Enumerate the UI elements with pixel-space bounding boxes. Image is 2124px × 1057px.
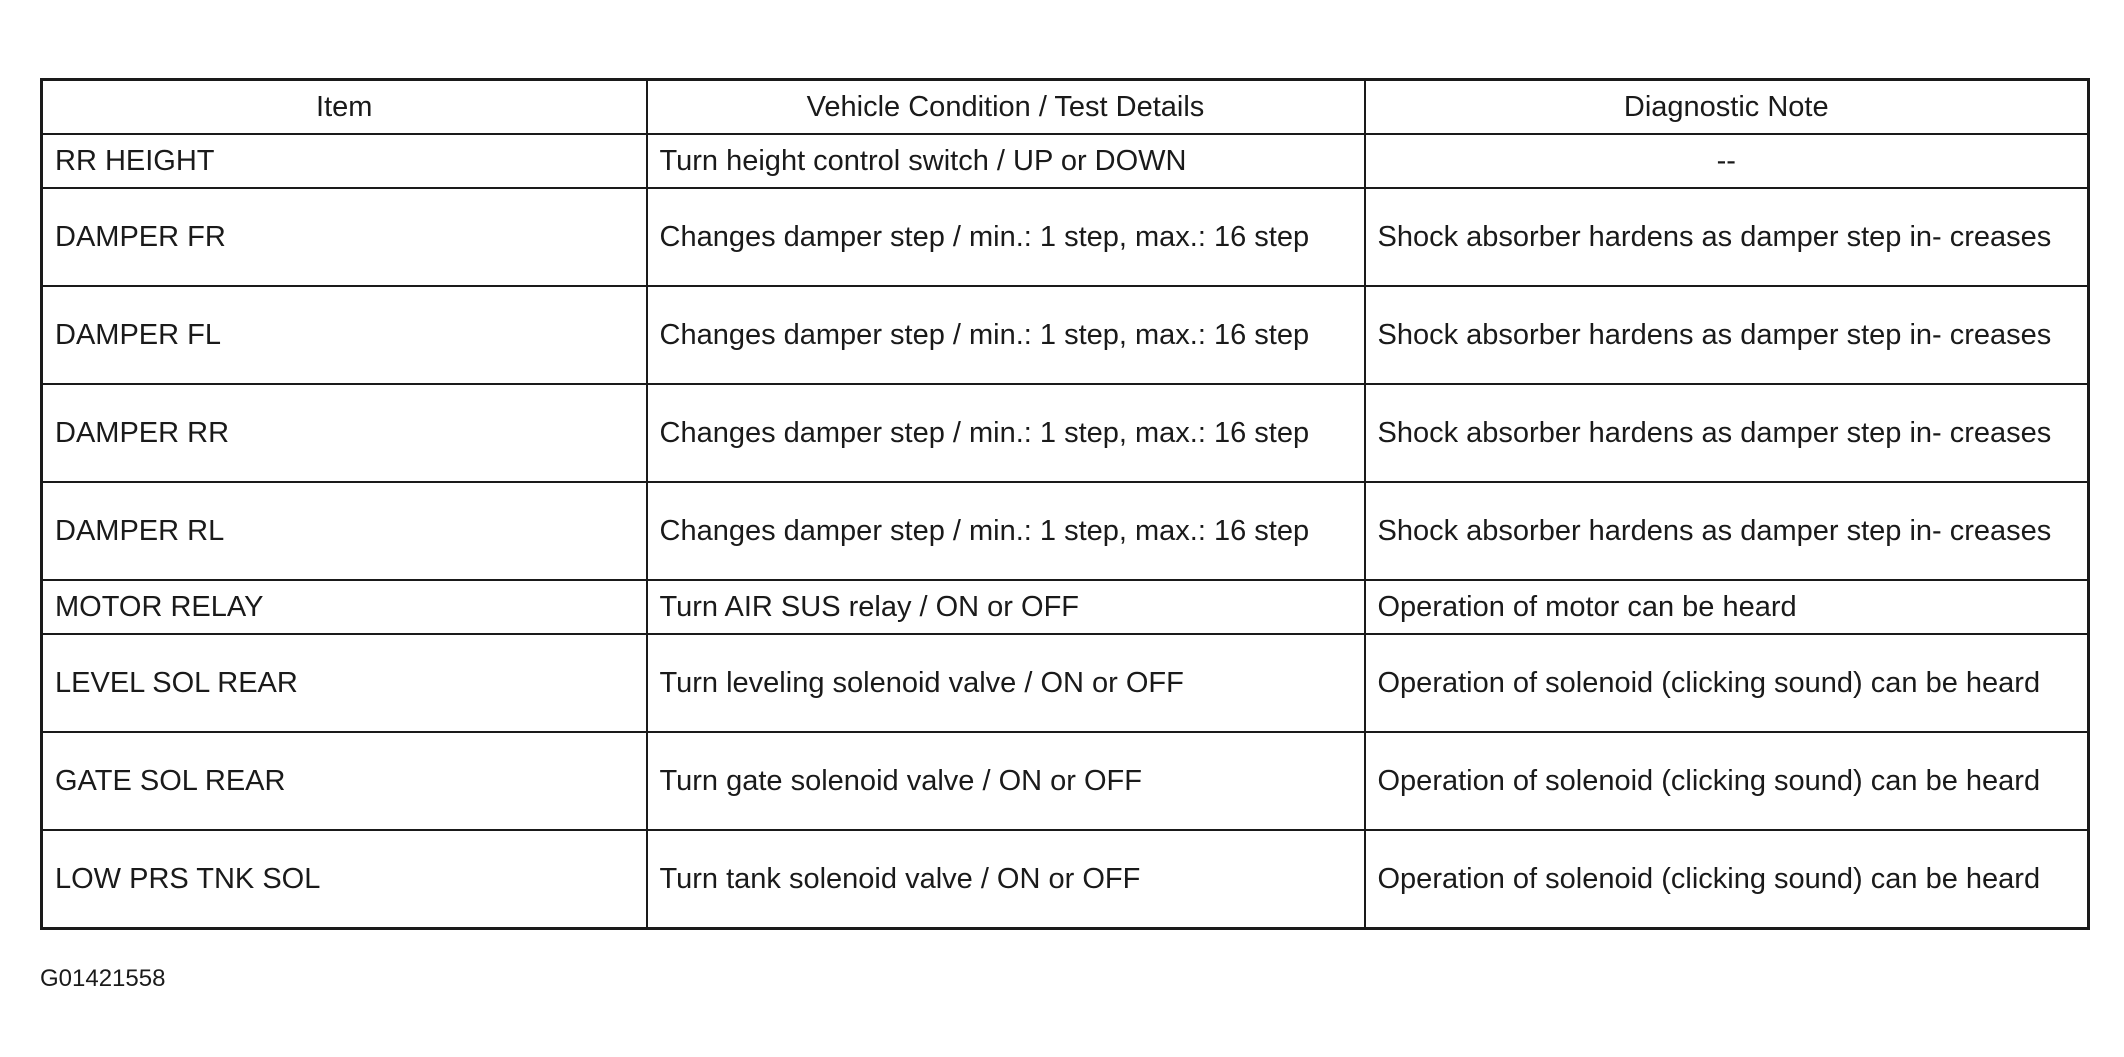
- cell-item: RR HEIGHT: [42, 134, 647, 188]
- cell-note: Operation of solenoid (clicking sound) can be heard: [1365, 732, 2089, 830]
- figure-id: G01421558: [40, 965, 166, 992]
- cell-condition: Changes damper step / min.: 1 step, max.: 16 step: [647, 384, 1365, 482]
- header-item: Item: [42, 80, 647, 135]
- table-header-row: [42, 80, 2089, 135]
- cell-note: Shock absorber hardens as damper step in- creases: [1365, 188, 2089, 286]
- cell-item: GATE SOL REAR: [42, 732, 647, 830]
- cell-note: Shock absorber hardens as damper step in- creases: [1365, 286, 2089, 384]
- cell-condition: Changes damper step / min.: 1 step, max.: 16 step: [647, 188, 1365, 286]
- header-condition: Vehicle Condition / Test Details: [647, 80, 1365, 135]
- diagnostic-table: [40, 78, 2090, 930]
- cell-item: DAMPER RL: [42, 482, 647, 580]
- cell-note: Operation of motor can be heard: [1365, 580, 2089, 634]
- cell-condition: Turn height control switch / UP or DOWN: [647, 134, 1365, 188]
- table-row: [42, 830, 2089, 929]
- cell-item: DAMPER FL: [42, 286, 647, 384]
- table-row: [42, 384, 2089, 482]
- table-row: [42, 188, 2089, 286]
- table-row: [42, 580, 2089, 634]
- header-note: Diagnostic Note: [1365, 80, 2089, 135]
- cell-item: LEVEL SOL REAR: [42, 634, 647, 732]
- cell-item: DAMPER RR: [42, 384, 647, 482]
- table-row: [42, 732, 2089, 830]
- cell-note: --: [1365, 134, 2089, 188]
- cell-note: Shock absorber hardens as damper step in- creases: [1365, 482, 2089, 580]
- cell-condition: Turn leveling solenoid valve / ON or OFF: [647, 634, 1365, 732]
- table-row: [42, 482, 2089, 580]
- cell-note: Operation of solenoid (clicking sound) can be heard: [1365, 634, 2089, 732]
- cell-condition: Turn gate solenoid valve / ON or OFF: [647, 732, 1365, 830]
- table-row: [42, 634, 2089, 732]
- cell-condition: Turn tank solenoid valve / ON or OFF: [647, 830, 1365, 929]
- cell-condition: Changes damper step / min.: 1 step, max.: 16 step: [647, 286, 1365, 384]
- table-row: [42, 286, 2089, 384]
- cell-item: DAMPER FR: [42, 188, 647, 286]
- cell-condition: Changes damper step / min.: 1 step, max.: 16 step: [647, 482, 1365, 580]
- cell-note: Operation of solenoid (clicking sound) can be heard: [1365, 830, 2089, 929]
- cell-item: LOW PRS TNK SOL: [42, 830, 647, 929]
- cell-condition: Turn AIR SUS relay / ON or OFF: [647, 580, 1365, 634]
- table-row: [42, 134, 2089, 188]
- cell-note: Shock absorber hardens as damper step in- creases: [1365, 384, 2089, 482]
- cell-item: MOTOR RELAY: [42, 580, 647, 634]
